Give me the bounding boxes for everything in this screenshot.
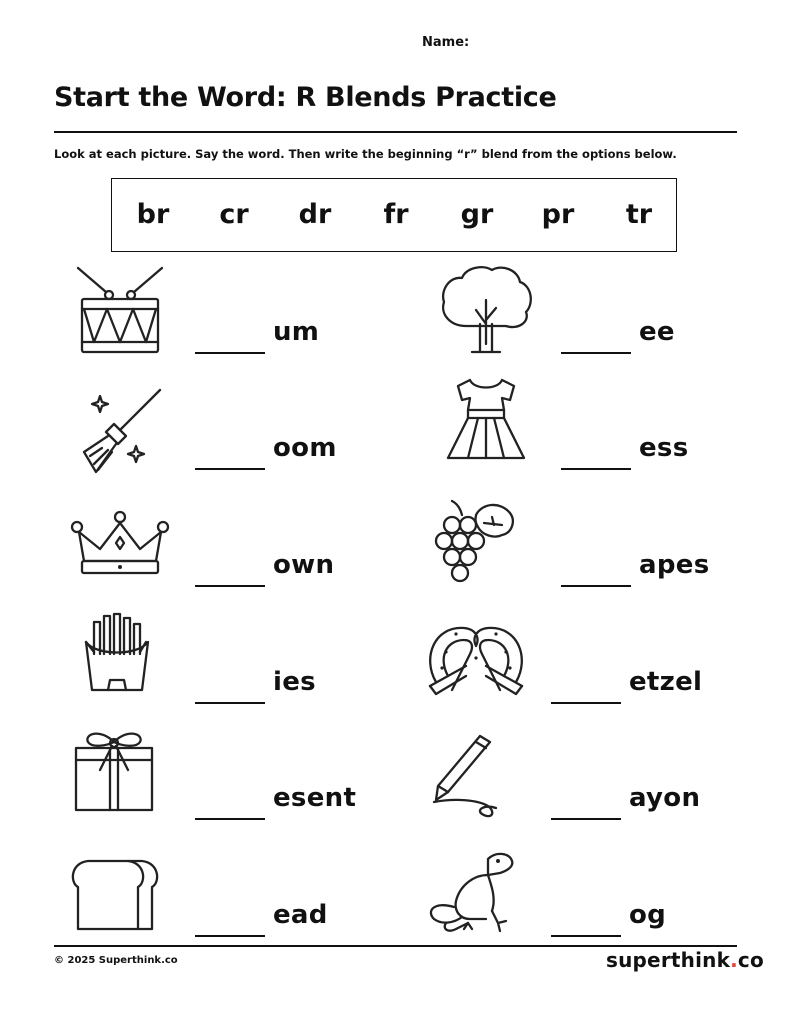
answer-blank[interactable] — [195, 352, 265, 354]
crayon-icon — [426, 728, 526, 828]
name-label: Name: — [422, 35, 470, 50]
item-tree — [436, 262, 776, 372]
word-ending: own — [273, 550, 335, 580]
word-ending: ies — [273, 667, 316, 697]
word-ending: um — [273, 317, 320, 347]
superthink-logo — [606, 948, 764, 972]
word-ending: og — [629, 900, 667, 930]
fries-icon — [70, 612, 170, 712]
word-ending: etzel — [629, 667, 703, 697]
blend-option: cr — [219, 199, 249, 230]
item-pretzel — [426, 612, 766, 722]
frog-icon — [426, 845, 526, 945]
crown-icon — [70, 495, 170, 595]
bread-icon — [70, 845, 170, 945]
word-ending: ess — [639, 433, 689, 463]
blend-option: tr — [625, 199, 653, 230]
footer-divider — [54, 945, 737, 947]
blend-option: br — [136, 199, 170, 230]
word-ending: esent — [273, 783, 357, 813]
item-present — [70, 728, 410, 838]
item-frog — [426, 845, 766, 955]
item-broom — [70, 378, 410, 488]
item-bread — [70, 845, 410, 955]
item-grapes — [436, 495, 776, 605]
item-crayon — [426, 728, 766, 838]
blend-option: fr — [383, 199, 409, 230]
answer-blank[interactable] — [195, 585, 265, 587]
logo-main: superthink — [606, 948, 731, 972]
blend-option: dr — [298, 199, 332, 230]
word-ending: ayon — [629, 783, 701, 813]
pretzel-icon — [426, 612, 526, 712]
title-divider — [54, 131, 737, 133]
answer-blank[interactable] — [551, 702, 621, 704]
item-fries — [70, 612, 410, 722]
answer-blank[interactable] — [561, 585, 631, 587]
present-icon — [70, 728, 170, 828]
answer-blank[interactable] — [195, 935, 265, 937]
instructions-text: Look at each picture. Say the word. Then write the beginning “r” blend from the options below. — [54, 147, 677, 161]
answer-blank[interactable] — [195, 702, 265, 704]
logo-dot: . — [730, 948, 738, 972]
item-drum — [70, 262, 410, 372]
word-ending: oom — [273, 433, 337, 463]
answer-blank[interactable] — [195, 818, 265, 820]
blend-option: pr — [541, 199, 575, 230]
answer-blank[interactable] — [551, 935, 621, 937]
page-title: Start the Word: R Blends Practice — [54, 82, 557, 113]
blend-option: gr — [460, 199, 494, 230]
item-crown — [70, 495, 410, 605]
drum-icon — [70, 262, 170, 362]
answer-blank[interactable] — [561, 468, 631, 470]
word-ending: apes — [639, 550, 710, 580]
word-ending: ead — [273, 900, 328, 930]
dress-icon — [436, 378, 536, 478]
copyright-text: © 2025 Superthink.co — [54, 955, 178, 966]
blend-options-box — [111, 178, 677, 252]
tree-icon — [436, 262, 536, 362]
answer-blank[interactable] — [561, 352, 631, 354]
word-ending: ee — [639, 317, 675, 347]
item-dress — [436, 378, 776, 488]
broom-icon — [70, 378, 170, 478]
answer-blank[interactable] — [551, 818, 621, 820]
logo-tld: co — [737, 948, 764, 972]
answer-blank[interactable] — [195, 468, 265, 470]
grapes-icon — [436, 495, 536, 595]
